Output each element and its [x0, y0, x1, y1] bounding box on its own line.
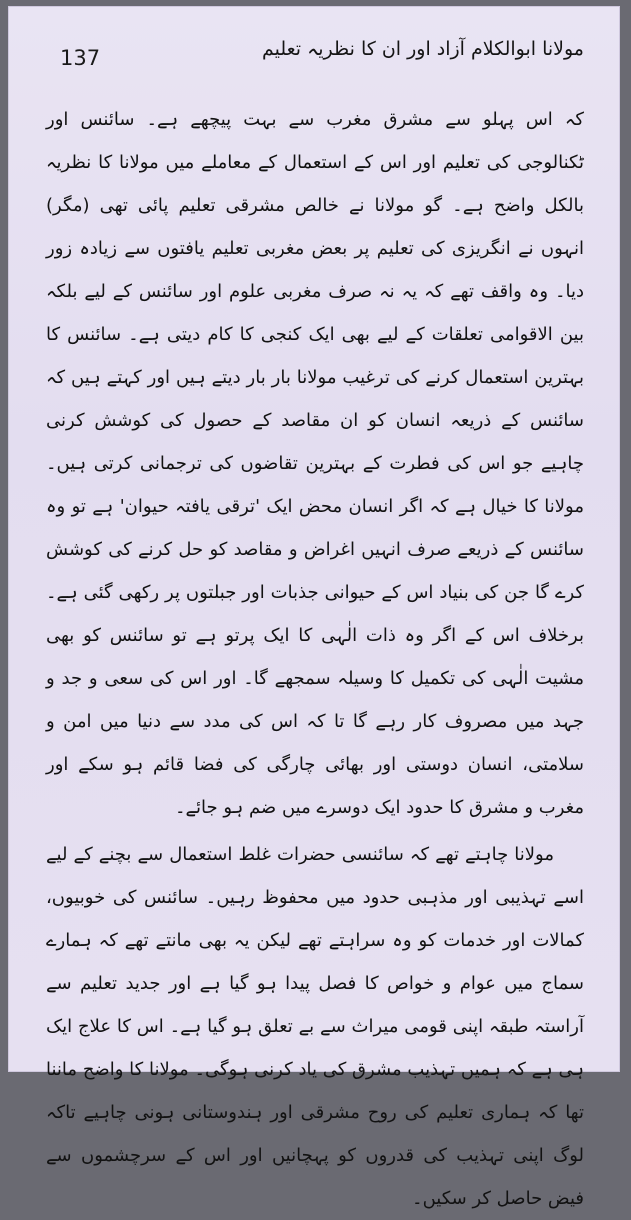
book-page [8, 6, 620, 1209]
paragraph: مولانا چاہتے تھے کہ سائنسی حضرات غلط استعمال سے بچنے کے لیے اسے تہذیبی اور مذہبی حدود میں محفوظ رہیں۔ سائنس کی خوبیوں، کمالات اور خدمات کو وہ سراہتے تھے لیکن یہ بھی مانتے تھے کہ ہمارے سماج میں عوام و خواص کا فصل پیدا ہو گیا ہے اور جدید تعلیم سے آراستہ طبقہ اپنی قومی میراث سے بے تعلق ہو گیا ہے۔ اس کا علاج ایک ہی ہے کہ ہمیں تہذیب مشرق کی یاد کرنی ہوگی۔ مولانا کا واضح ماننا تھا کہ ہماری تعلیم کی روح مشرقی اور ہندوستانی ہونی چاہیے تاکہ لوگ اپنی تہذیب کی قدروں کو پہچانیں اور اس کے سرچشموں سے فیض حاصل کر سکیں۔ [46, 844, 584, 1209]
paragraph: کہ اس پہلو سے مشرق مغرب سے بہت پیچھے ہے۔ سائنس اور ٹکنالوجی کی تعلیم اور اس کے استعمال کے معاملے میں مولانا کا نظریہ بالکل واضح ہے۔ گو مولانا نے خالص مشرقی تعلیم پائی تھی (مگر) انہوں نے انگریزی کی تعلیم پر بعض مغربی تعلیم یافتوں سے زیادہ زور دیا۔ وہ واقف تھے کہ یہ نہ صرف مغربی علوم اور سائنس کے لیے بلکہ بین الاقوامی تعلقات کے لیے بھی ایک کنجی کا کام دیتی ہے۔ سائنس کا بہترین استعمال کرنے کی ترغیب مولانا بار بار دیتے ہیں اور کہتے ہیں کہ سائنس کے ذریعہ انسان کو ان مقاصد کے حصول کی کوشش کرنی چاہیے جو اس کی فطرت کے بہترین تقاضوں کی ترجمانی کرتی ہیں۔ مولانا کا خیال ہے کہ اگر انسان محض ایک 'ترقی یافتہ حیوان' ہے تو وہ سائنس کے ذریعے صرف انہیں اغراض و مقاصد کو حل کرنے کی کوشش کرے گا جن کی بنیاد اس کے حیوانی جذبات اور جبلتوں پر رکھی گئی ہے۔ برخلاف اس کے اگر وہ ذات الٰہی کا ایک پرتو ہے تو سائنس کو بھی مشیت الٰہی کی تکمیل کا وسیلہ سمجھے گا۔ اور اس کی سعی و جد و جہد میں مصروف کار رہے گا تا کہ اس کی مدد سے دنیا میں امن و سلامتی، انسان دوستی اور بھائی چارگی کی فضا قائم ہو سکے اور مغرب و مشرق کا حدود ایک دوسرے میں ضم ہو جائے۔ [46, 109, 584, 818]
running-title: مولانا ابوالکلام آزاد اور ان کا نظریہ تعلیم [261, 38, 584, 60]
body-text [46, 98, 584, 1220]
page-number: 137 [60, 46, 101, 70]
